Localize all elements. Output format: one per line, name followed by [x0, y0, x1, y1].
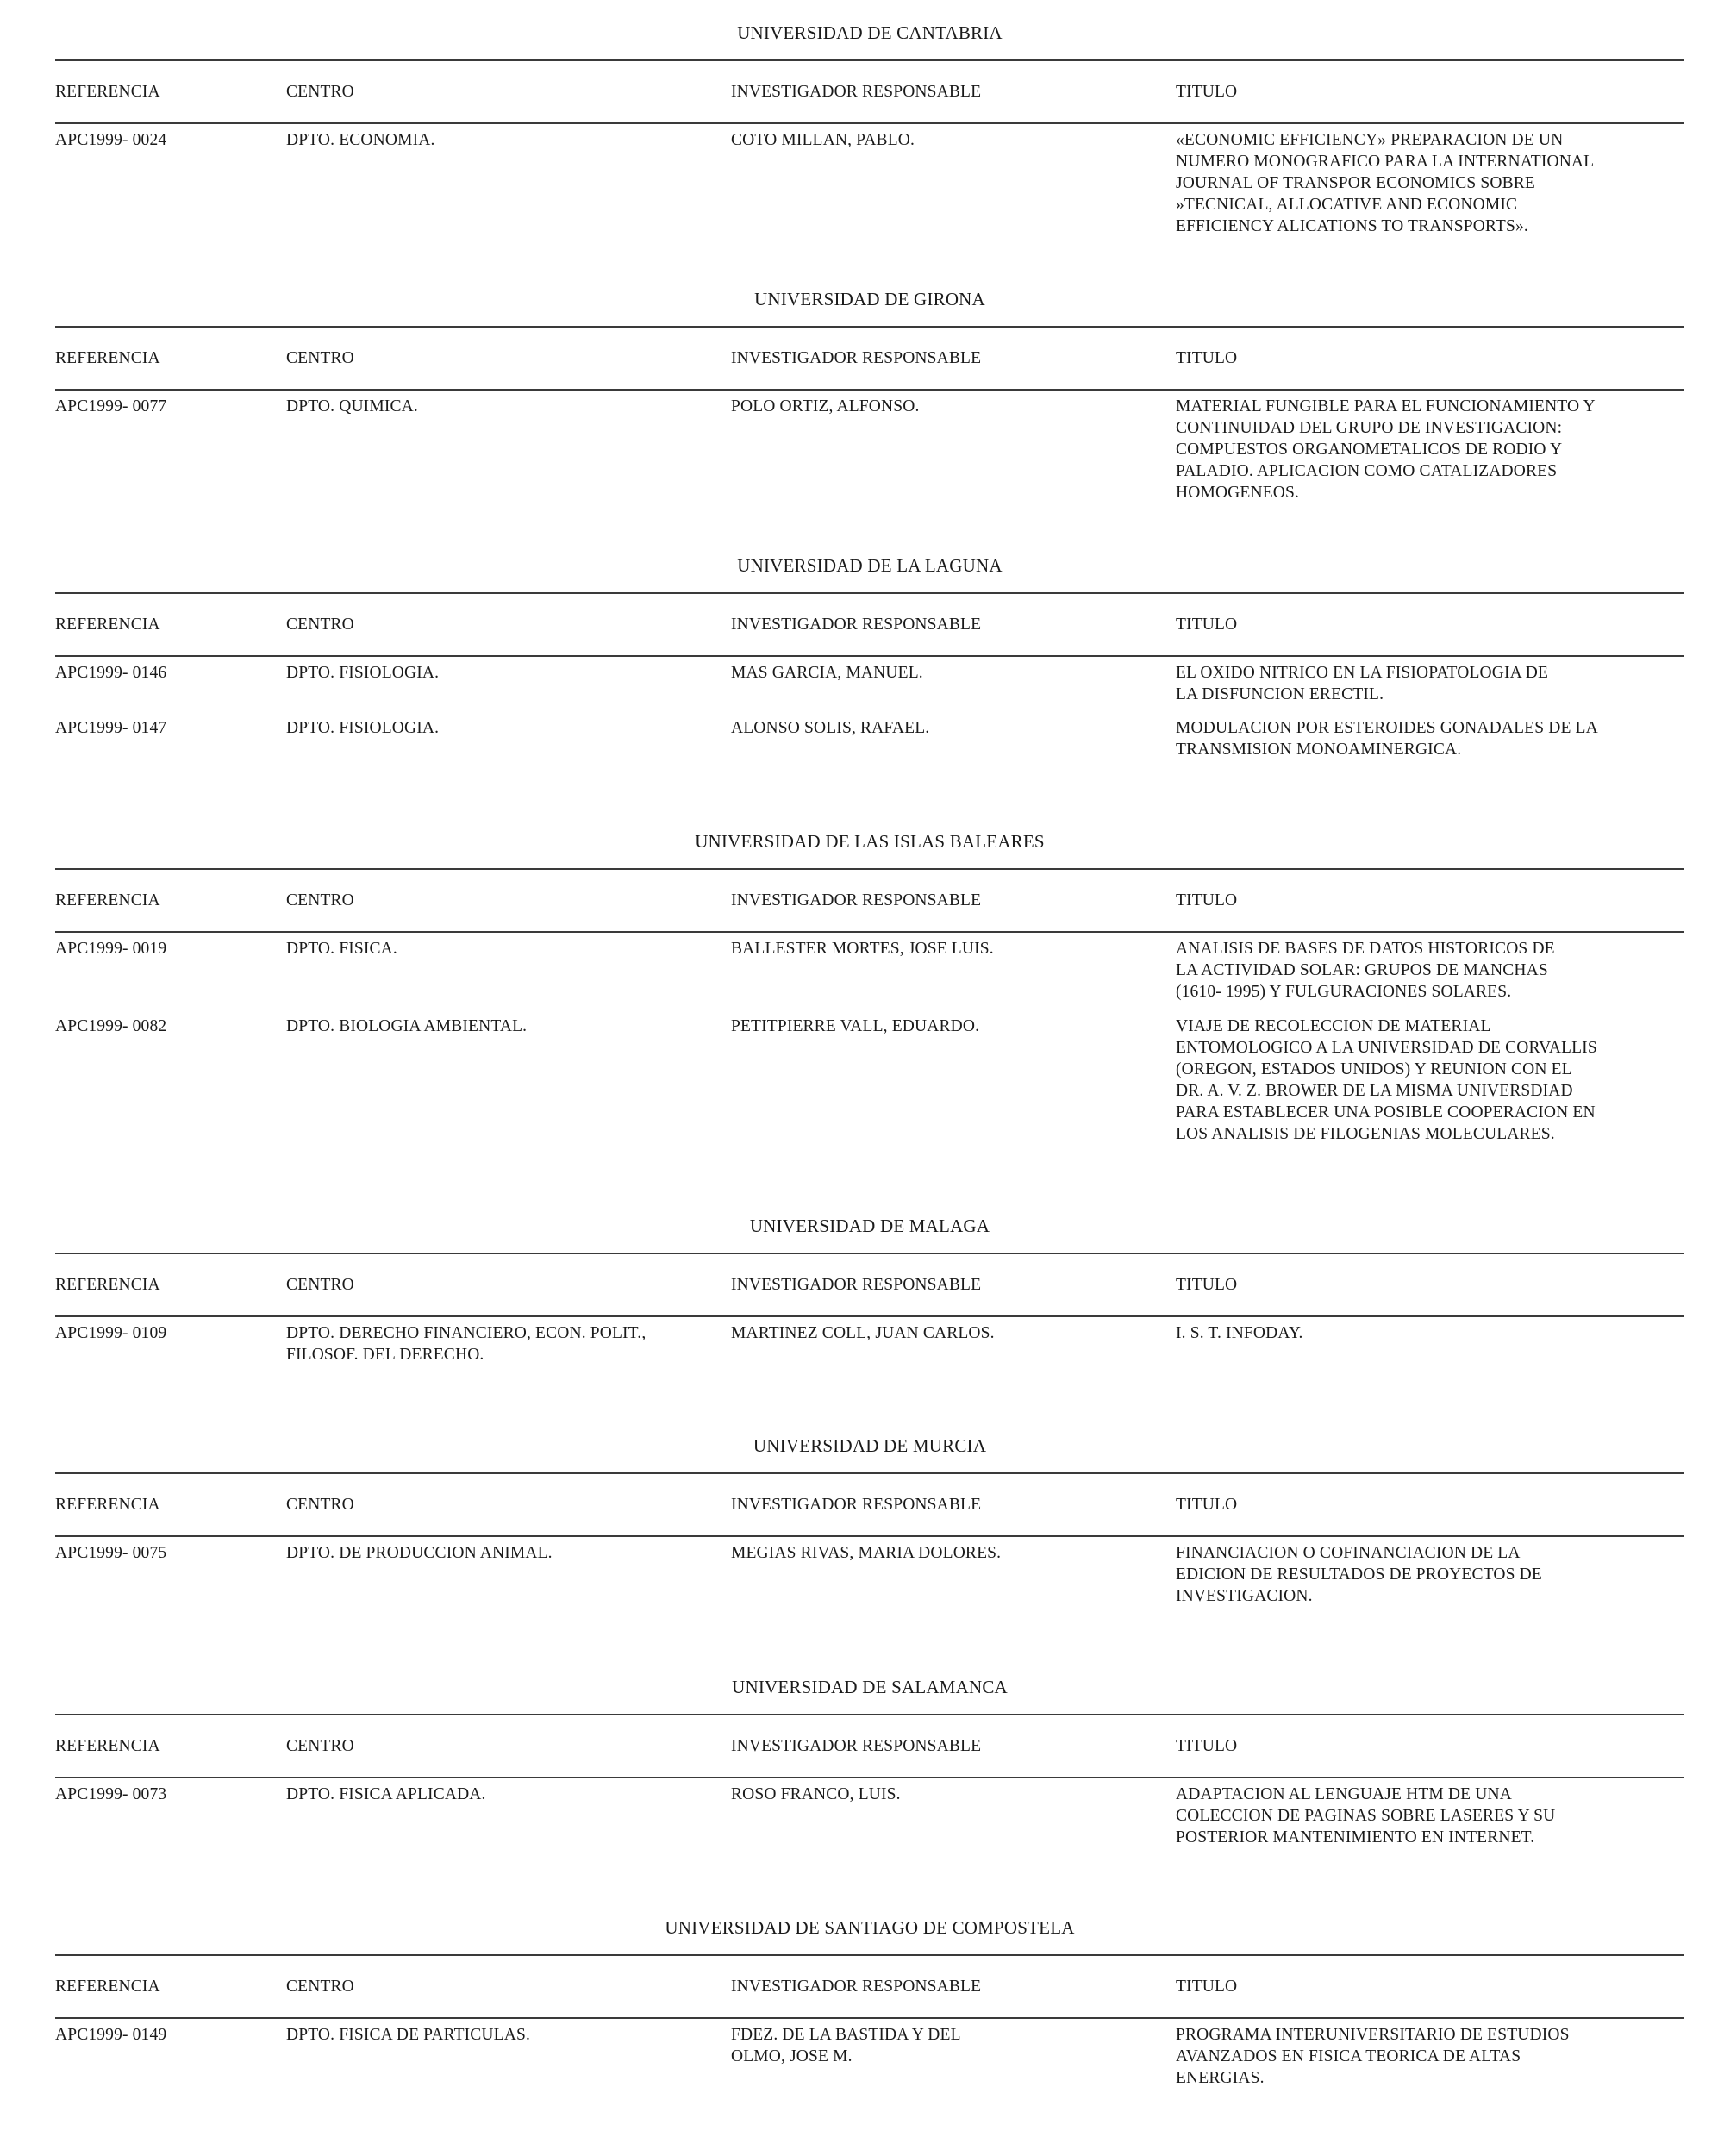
table-row [55, 662, 1684, 717]
table-row [55, 129, 1684, 235]
table-body [55, 129, 1684, 235]
cell-referencia: APC1999- 0109 [55, 1324, 167, 1342]
section-top-rule [55, 59, 1684, 61]
table-body [55, 1322, 1684, 1374]
column-header-centro: CENTRO [286, 349, 354, 367]
column-header-centro: CENTRO [286, 1496, 354, 1514]
cell-investigador: POLO ORTIZ, ALFONSO. [731, 397, 920, 416]
column-header-investigador: INVESTIGADOR RESPONSABLE [731, 616, 982, 634]
table-row [55, 1322, 1684, 1374]
header-bottom-rule [55, 1777, 1684, 1778]
cell-centro: DPTO. QUIMICA. [286, 397, 418, 416]
column-header-titulo: TITULO [1176, 1737, 1238, 1755]
header-bottom-rule [55, 389, 1684, 391]
table-row [55, 396, 1684, 502]
table-header-row [55, 1477, 1684, 1532]
column-header-centro: CENTRO [286, 891, 354, 909]
table-header-row [55, 1257, 1684, 1312]
column-header-titulo: TITULO [1176, 1496, 1238, 1514]
university-title: UNIVERSIDAD DE MALAGA [749, 1215, 990, 1236]
cell-referencia: APC1999- 0149 [55, 2026, 167, 2044]
column-header-centro: CENTRO [286, 616, 354, 634]
column-header-referencia: REFERENCIA [55, 616, 160, 634]
header-bottom-rule [55, 1535, 1684, 1537]
column-header-referencia: REFERENCIA [55, 1496, 160, 1514]
university-title: UNIVERSIDAD DE LA LAGUNA [737, 555, 1003, 576]
table-row [55, 1542, 1684, 1611]
column-header-referencia: REFERENCIA [55, 83, 160, 101]
column-header-referencia: REFERENCIA [55, 1978, 160, 1996]
column-header-referencia: REFERENCIA [55, 1276, 160, 1294]
column-header-investigador: INVESTIGADOR RESPONSABLE [731, 1496, 982, 1514]
cell-centro: DPTO. FISICA DE PARTICULAS. [286, 2026, 530, 2044]
column-header-titulo: TITULO [1176, 349, 1238, 367]
column-header-titulo: TITULO [1176, 891, 1238, 909]
table-body [55, 396, 1684, 502]
cell-investigador: ALONSO SOLIS, RAFAEL. [731, 719, 930, 737]
table-header-row [55, 1959, 1684, 2014]
column-header-investigador: INVESTIGADOR RESPONSABLE [731, 1276, 982, 1294]
university-title: UNIVERSIDAD DE SANTIAGO DE COMPOSTELA [665, 1917, 1075, 1938]
section-top-rule [55, 592, 1684, 594]
header-bottom-rule [55, 1315, 1684, 1317]
cell-referencia: APC1999- 0082 [55, 1017, 167, 1035]
section-top-rule [55, 1714, 1684, 1715]
column-header-centro: CENTRO [286, 1978, 354, 1996]
cell-centro: DPTO. DE PRODUCCION ANIMAL. [286, 1544, 553, 1562]
cell-referencia: APC1999- 0147 [55, 719, 167, 737]
table-body [55, 1784, 1684, 1853]
cell-titulo: «ECONOMIC EFFICIENCY» PREPARACION DE UN NUMERO MONOGRAFICO PARA LA INTERNATIONAL JOURNAL OF TRANSPOR ECONOMICS SOBRE »TECNICAL, ALLOCATIVE AND ECONOMIC EFFICIENCY ALICATIONS TO TRANSPORTS». [1176, 131, 1595, 235]
column-header-investigador: INVESTIGADOR RESPONSABLE [731, 1737, 982, 1755]
cell-titulo: MATERIAL FUNGIBLE PARA EL FUNCIONAMIENTO Y CONTINUIDAD DEL GRUPO DE INVESTIGACION: COMPUESTOS ORGANOMETALICOS DE RODIO Y PALADIO. APLICACION COMO CATALIZADORES HOMOGENEOS. [1176, 397, 1596, 502]
cell-investigador: PETITPIERRE VALL, EDUARDO. [731, 1017, 980, 1035]
university-title: UNIVERSIDAD DE CANTABRIA [737, 22, 1003, 43]
column-header-centro: CENTRO [286, 83, 354, 101]
column-header-investigador: INVESTIGADOR RESPONSABLE [731, 83, 982, 101]
table-header-row [55, 64, 1684, 119]
column-header-titulo: TITULO [1176, 1978, 1238, 1996]
university-title: UNIVERSIDAD DE GIRONA [754, 289, 985, 309]
header-bottom-rule [55, 122, 1684, 124]
cell-titulo: PROGRAMA INTERUNIVERSITARIO DE ESTUDIOS AVANZADOS EN FISICA TEORICA DE ALTAS ENERGIAS. [1176, 2026, 1570, 2087]
section-top-rule [55, 1954, 1684, 1956]
university-title: UNIVERSIDAD DE MURCIA [753, 1435, 987, 1456]
table-row [55, 938, 1684, 1016]
section-top-rule [55, 326, 1684, 328]
cell-centro: DPTO. FISICA. [286, 940, 397, 958]
column-header-investigador: INVESTIGADOR RESPONSABLE [731, 891, 982, 909]
cell-centro: DPTO. FISIOLOGIA. [286, 719, 440, 737]
cell-investigador: FDEZ. DE LA BASTIDA Y DEL OLMO, JOSE M. [731, 2026, 961, 2065]
table-header-row [55, 597, 1684, 652]
university-title: UNIVERSIDAD DE SALAMANCA [732, 1677, 1008, 1697]
cell-referencia: APC1999- 0019 [55, 940, 167, 958]
cell-referencia: APC1999- 0024 [55, 131, 167, 149]
university-title: UNIVERSIDAD DE LAS ISLAS BALEARES [695, 831, 1045, 852]
cell-titulo: VIAJE DE RECOLECCION DE MATERIAL ENTOMOLOGICO A LA UNIVERSIDAD DE CORVALLIS (OREGON, ESTADOS UNIDOS) Y REUNION CON EL DR. A. V. Z. BROWER DE LA MISMA UNIVERSDIAD PARA ESTABLECER UNA POSIBLE COOPERACION EN LOS ANALISIS DE FILOGENIAS MOLECULARES. [1176, 1017, 1597, 1143]
column-header-referencia: REFERENCIA [55, 1737, 160, 1755]
column-header-referencia: REFERENCIA [55, 349, 160, 367]
cell-titulo: ADAPTACION AL LENGUAJE HTM DE UNA COLECCION DE PAGINAS SOBRE LASERES Y SU POSTERIOR MANTENIMIENTO EN INTERNET. [1176, 1785, 1556, 1847]
table-header-row [55, 1718, 1684, 1773]
table-header-row [55, 330, 1684, 385]
cell-titulo: FINANCIACION O COFINANCIACION DE LA EDICION DE RESULTADOS DE PROYECTOS DE INVESTIGACION. [1176, 1544, 1542, 1605]
cell-titulo: ANALISIS DE BASES DE DATOS HISTORICOS DE LA ACTIVIDAD SOLAR: GRUPOS DE MANCHAS (1610- 1995) Y FULGURACIONES SOLARES. [1176, 940, 1555, 1001]
table-body [55, 1542, 1684, 1611]
section-top-rule [55, 868, 1684, 870]
cell-centro: DPTO. ECONOMIA. [286, 131, 435, 149]
table-row [55, 717, 1684, 772]
cell-investigador: MEGIAS RIVAS, MARIA DOLORES. [731, 1544, 1002, 1562]
cell-referencia: APC1999- 0073 [55, 1785, 167, 1803]
column-header-titulo: TITULO [1176, 616, 1238, 634]
cell-investigador: COTO MILLAN, PABLO. [731, 131, 915, 149]
column-header-titulo: TITULO [1176, 1276, 1238, 1294]
cell-referencia: APC1999- 0075 [55, 1544, 167, 1562]
section-top-rule [55, 1253, 1684, 1254]
cell-centro: DPTO. FISIOLOGIA. [286, 664, 440, 682]
cell-investigador: MAS GARCIA, MANUEL. [731, 664, 923, 682]
header-bottom-rule [55, 655, 1684, 657]
table-header-row [55, 872, 1684, 928]
table-row [55, 1784, 1684, 1853]
column-header-titulo: TITULO [1176, 83, 1238, 101]
cell-centro: DPTO. BIOLOGIA AMBIENTAL. [286, 1017, 528, 1035]
column-header-centro: CENTRO [286, 1737, 354, 1755]
header-bottom-rule [55, 931, 1684, 933]
column-header-investigador: INVESTIGADOR RESPONSABLE [731, 349, 982, 367]
table-body [55, 662, 1684, 772]
cell-investigador: MARTINEZ COLL, JUAN CARLOS. [731, 1324, 995, 1342]
cell-centro: DPTO. DERECHO FINANCIERO, ECON. POLIT., FILOSOF. DEL DERECHO. [286, 1324, 646, 1364]
header-bottom-rule [55, 2017, 1684, 2019]
table-row [55, 1016, 1684, 1143]
column-header-investigador: INVESTIGADOR RESPONSABLE [731, 1978, 982, 1996]
cell-referencia: APC1999- 0146 [55, 664, 167, 682]
column-header-referencia: REFERENCIA [55, 891, 160, 909]
table-body [55, 2024, 1684, 2093]
cell-investigador: BALLESTER MORTES, JOSE LUIS. [731, 940, 994, 958]
cell-titulo: MODULACION POR ESTEROIDES GONADALES DE LA TRANSMISION MONOAMINERGICA. [1176, 719, 1598, 759]
cell-titulo: EL OXIDO NITRICO EN LA FISIOPATOLOGIA DE LA DISFUNCION ERECTIL. [1176, 664, 1549, 703]
table-body [55, 938, 1684, 1143]
cell-centro: DPTO. FISICA APLICADA. [286, 1785, 486, 1803]
cell-referencia: APC1999- 0077 [55, 397, 167, 416]
section-top-rule [55, 1472, 1684, 1474]
cell-titulo: I. S. T. INFODAY. [1176, 1324, 1303, 1342]
table-row [55, 2024, 1684, 2093]
cell-investigador: ROSO FRANCO, LUIS. [731, 1785, 901, 1803]
column-header-centro: CENTRO [286, 1276, 354, 1294]
